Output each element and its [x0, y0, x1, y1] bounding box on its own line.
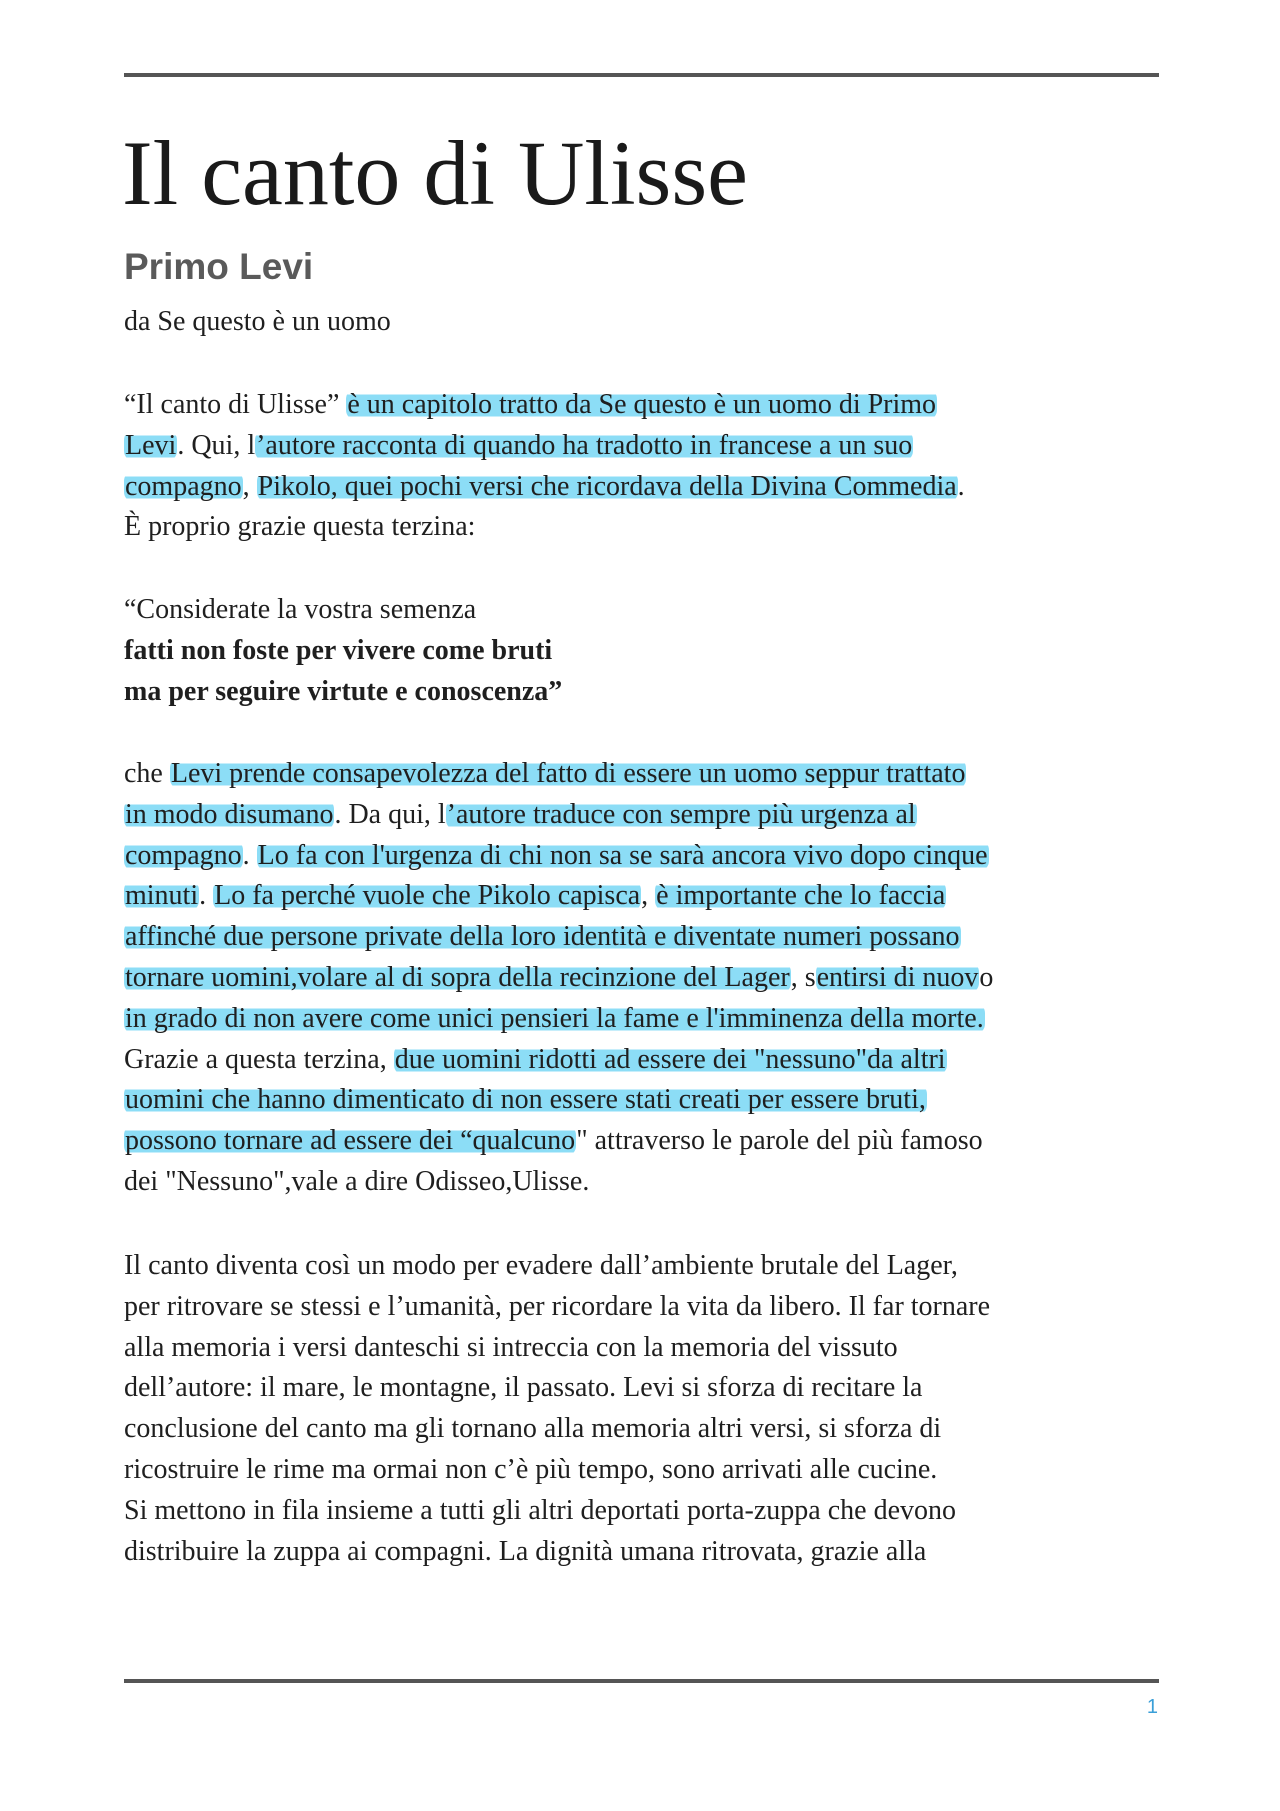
text-run: , — [242, 470, 257, 502]
body2-line-4: dell’autore: il mare, le montagne, il passato. Levi si sforza di recitare la — [124, 1372, 923, 1404]
body1-line-4 — [124, 876, 1164, 917]
text-run: . Qui, l — [177, 429, 256, 461]
highlighted-text: tornare uomini,volare al di sopra della recinzione del Lager — [125, 961, 790, 993]
body1-line-3 — [124, 836, 1164, 877]
highlighted-text: Levi — [125, 429, 177, 461]
highlighted-text: Lo fa perché vuole che Pikolo capisca — [214, 880, 641, 912]
text-run: “Il canto di Ulisse” — [124, 389, 347, 420]
body2-line-2: per ritrovare se stessi e l’umanità, per ricordare la vita da libero. Il far tornare — [124, 1290, 991, 1322]
highlighted-text: possono tornare ad essere dei “qualcuno — [125, 1125, 576, 1157]
verse-block — [124, 590, 1164, 712]
body2-line-8: distribuire la zuppa ai compagni. La dignità umana ritrovata, grazie alla — [124, 1535, 927, 1567]
body1-line-5 — [124, 917, 1164, 958]
body1-line-1 — [124, 754, 1164, 795]
text-run: o — [979, 961, 994, 993]
verse-line-3: ma per seguire virtute e conoscenza” — [124, 675, 563, 707]
highlighted-text: affinché due persone private della loro identità e diventate numeri possano — [125, 921, 960, 953]
highlighted-text: Pikolo, quei pochi versi che ricordava della Divina Commedia — [257, 470, 957, 502]
highlighted-text: entirsi di nuov — [816, 961, 979, 993]
text-run: " attraverso le parole del più famoso — [576, 1125, 983, 1157]
highlighted-text: compagno — [125, 470, 242, 502]
body-paragraph-2 — [124, 1246, 1164, 1572]
document-title: Il canto di Ulisse — [122, 122, 748, 224]
intro-line-2 — [124, 426, 1164, 467]
bottom-rule — [124, 1679, 1159, 1683]
page-number: 1 — [1146, 1696, 1158, 1718]
verse-line-1: “Considerate la vostra semenza — [124, 594, 477, 625]
highlighted-text: ’autore traduce con sempre più urgenza al — [446, 798, 916, 830]
highlighted-text: ’autore racconta di quando ha tradotto in francese a un suo — [256, 429, 913, 461]
intro-line-3 — [124, 467, 1164, 508]
text-run: Grazie a questa terzina, — [124, 1043, 394, 1075]
body1-line-2 — [124, 795, 1164, 836]
body2-line-6: ricostruire le rime ma ormai non c’è più tempo, sono arrivati alle cucine. — [124, 1453, 938, 1485]
text-run: , — [641, 880, 656, 912]
body1-line-8 — [124, 1040, 1164, 1081]
highlighted-text: minuti — [125, 880, 199, 912]
body-paragraph-1 — [124, 754, 1164, 1203]
text-run: , s — [790, 961, 816, 993]
highlighted-text: Levi prende consapevolezza del fatto di essere un uomo seppur trattato — [170, 758, 966, 789]
highlighted-text: in modo disumano — [125, 798, 334, 830]
body1-line-10 — [124, 1121, 1164, 1162]
body2-line-7: Si mettono in fila insieme a tutti gli altri deportati porta-zuppa che devono — [124, 1494, 957, 1526]
top-rule — [124, 73, 1159, 77]
verse-line-2: fatti non foste per vivere come bruti — [124, 634, 553, 666]
text-run: . Da qui, l — [334, 798, 446, 830]
highlighted-text: Lo fa con l'urgenza di chi non sa se sarà ancora vivo dopo cinque — [257, 839, 988, 871]
highlighted-text: in grado di non avere come unici pensieri la fame e l'imminenza della morte. — [125, 1002, 984, 1034]
body2-line-5: conclusione del canto ma gli tornano alla memoria altri versi, si sforza di — [124, 1413, 942, 1445]
highlighted-text: uomini che hanno dimenticato di non essere stati creati per essere bruti, — [125, 1084, 926, 1116]
body2-line-3: alla memoria i versi danteschi si intreccia con la memoria del vissuto — [124, 1331, 898, 1363]
intro-line-1 — [124, 385, 1164, 426]
text-run: . — [957, 470, 965, 502]
highlighted-text: due uomini ridotti ad essere dei "nessuno"da altri — [394, 1043, 946, 1075]
body1-line-9 — [124, 1080, 1164, 1121]
highlighted-text: compagno — [125, 839, 242, 871]
highlighted-text: è importante che lo faccia — [656, 880, 946, 912]
body1-line-6 — [124, 958, 1164, 999]
intro-paragraph — [124, 385, 1164, 548]
text-run: . — [242, 839, 257, 871]
text-run: che — [124, 758, 170, 789]
text-run: . — [199, 880, 214, 912]
intro-line-4: È proprio grazie questa terzina: — [124, 511, 476, 543]
body1-line-11: dei "Nessuno",vale a dire Odisseo,Ulisse. — [124, 1165, 590, 1197]
highlighted-text: è un capitolo tratto da Se questo è un uomo di Primo — [347, 389, 937, 420]
body2-line-1: Il canto diventa così un modo per evadere dall’ambiente brutale del Lager, — [124, 1250, 958, 1281]
author-name: Primo Levi — [124, 246, 314, 287]
body1-line-7 — [124, 999, 1164, 1040]
source-line: da Se questo è un uomo — [124, 306, 391, 337]
